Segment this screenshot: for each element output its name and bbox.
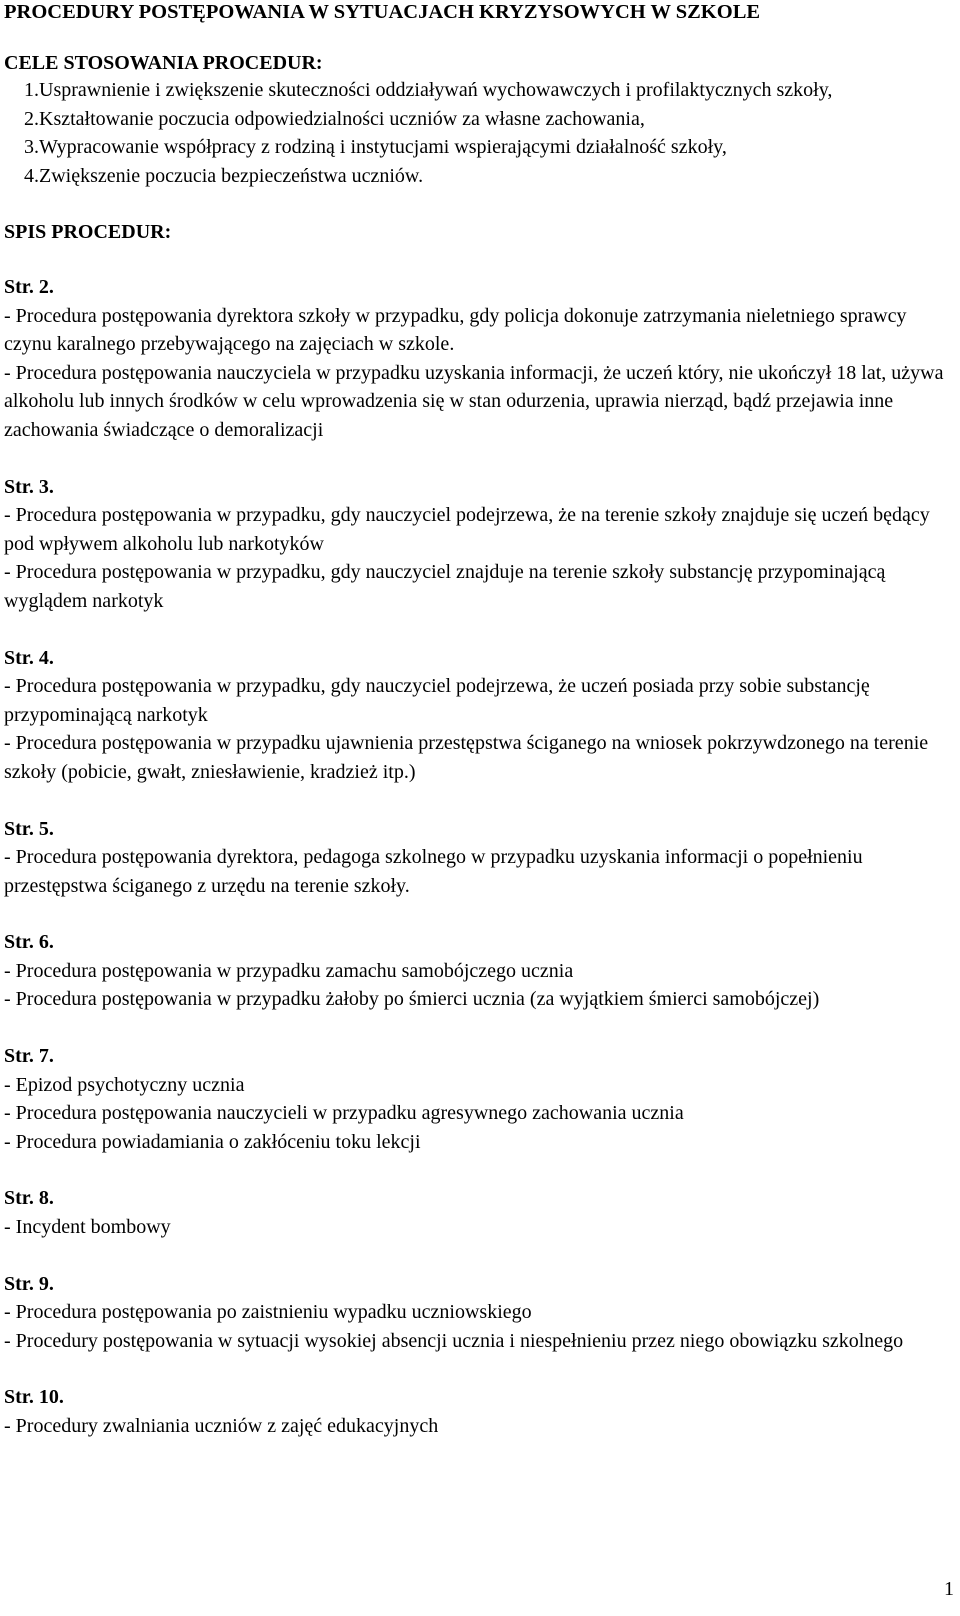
- procedure-list: [4, 843, 954, 900]
- procedure-item: - Procedura postępowania dyrektora szkoły w przypadku, gdy policja dokonuje zatrzymania nieletniego sprawcy czynu karalnego przebywającego na zajęciach w szkole.: [4, 304, 907, 356]
- index-block: [4, 1270, 954, 1356]
- procedure-item: - Procedura postępowania w przypadku żałoby po śmierci ucznia (za wyjątkiem śmierci samobójczej): [4, 988, 820, 1011]
- page-reference-label: Str. 7.: [4, 1045, 54, 1068]
- procedure-item: - Procedura postępowania w przypadku ujawnienia przestępstwa ściganego na wniosek pokrzywdzonego na terenie szkoły (pobicie, gwałt, zniesławienie, kradzież itp.): [4, 732, 929, 783]
- procedure-item: - Procedura postępowania w przypadku, gdy nauczyciel podejrzewa, że uczeń posiada przy sobie substancję przypominającą narkotyk: [4, 675, 870, 726]
- page-reference-label: Str. 10.: [4, 1386, 64, 1409]
- procedure-list: [4, 1412, 954, 1441]
- goals-heading: CELE STOSOWANIA PROCEDUR:: [4, 52, 323, 74]
- procedure-list: [4, 1213, 954, 1242]
- index-block: [4, 928, 954, 1014]
- goal-item-1: 1.Usprawnienie i zwiększenie skuteczności oddziaływań wychowawczych i profilaktycznych szkoły,: [24, 79, 833, 101]
- index-block: [4, 815, 954, 901]
- procedure-list: [4, 302, 954, 445]
- index-block: [4, 273, 954, 445]
- page-number: 1: [944, 1578, 954, 1600]
- procedure-item: - Procedura postępowania w przypadku, gdy nauczyciel znajduje na terenie szkoły substancję przypominającą wyglądem narkotyk: [4, 561, 886, 612]
- procedure-list: [4, 1071, 954, 1157]
- procedure-item: - Incydent bombowy: [4, 1216, 171, 1239]
- document-title: PROCEDURY POSTĘPOWANIA W SYTUACJACH KRYZYSOWYCH W SZKOLE: [4, 1, 761, 23]
- procedure-item: - Procedura postępowania nauczyciela w przypadku uzyskania informacji, że uczeń który, nie ukończył 18 lat, używa alkoholu lub innych środków w celu wprowadzenia się w stan odurzenia, uprawia nierząd, bądź przejawia inne zachowania świadczące o demoralizacji: [4, 361, 944, 441]
- index-block: [4, 644, 954, 787]
- procedure-item: - Procedura postępowania w przypadku zamachu samobójczego ucznia: [4, 959, 574, 982]
- index-block: [4, 1042, 954, 1156]
- page-reference-label: Str. 5.: [4, 817, 54, 840]
- index-block: [4, 473, 954, 616]
- procedure-index: [4, 273, 954, 1441]
- procedure-item: - Procedury zwalniania uczniów z zajęć edukacyjnych: [4, 1415, 439, 1437]
- page-reference-label: Str. 9.: [4, 1272, 54, 1295]
- procedure-item: - Procedura postępowania nauczycieli w przypadku agresywnego zachowania ucznia: [4, 1102, 684, 1125]
- procedure-item: - Procedury postępowania w sytuacji wysokiej absencji ucznia i niespełnieniu przez niego obowiązku szkolnego: [4, 1329, 904, 1352]
- goal-item-2: 2.Kształtowanie poczucia odpowiedzialności uczniów za własne zachowania,: [24, 107, 645, 130]
- goals-list: [4, 76, 954, 190]
- procedure-list: [4, 672, 954, 786]
- spis-heading: SPIS PROCEDUR:: [4, 221, 172, 243]
- index-block: [4, 1383, 954, 1440]
- procedure-item: - Procedura postępowania w przypadku, gdy nauczyciel podejrzewa, że na terenie szkoły znajduje się uczeń będący pod wpływem alkoholu lub narkotyków: [4, 504, 930, 555]
- procedure-list: [4, 501, 954, 615]
- procedure-item: - Procedura powiadamiania o zakłóceniu toku lekcji: [4, 1130, 421, 1153]
- goal-item-4: 4.Zwiększenie poczucia bezpieczeństwa uczniów.: [24, 164, 424, 187]
- page-reference-label: Str. 3.: [4, 475, 54, 498]
- procedure-list: [4, 1298, 954, 1355]
- index-block: [4, 1184, 954, 1241]
- procedure-item: - Epizod psychotyczny ucznia: [4, 1073, 245, 1096]
- page-reference-label: Str. 4.: [4, 646, 54, 669]
- procedure-list: [4, 957, 954, 1014]
- procedure-item: - Procedura postępowania dyrektora, pedagoga szkolnego w przypadku uzyskania informacji o popełnieniu przestępstwa ściganego z urzędu na terenie szkoły.: [4, 846, 863, 897]
- page-reference-label: Str. 2.: [4, 276, 54, 298]
- goal-item-3: 3.Wypracowanie współpracy z rodziną i instytucjami wspierającymi działalność szkoły,: [24, 136, 727, 158]
- page-reference-label: Str. 6.: [4, 931, 54, 954]
- page-reference-label: Str. 8.: [4, 1187, 54, 1210]
- procedure-item: - Procedura postępowania po zaistnieniu wypadku uczniowskiego: [4, 1301, 532, 1324]
- document-page: [4, 0, 954, 1441]
